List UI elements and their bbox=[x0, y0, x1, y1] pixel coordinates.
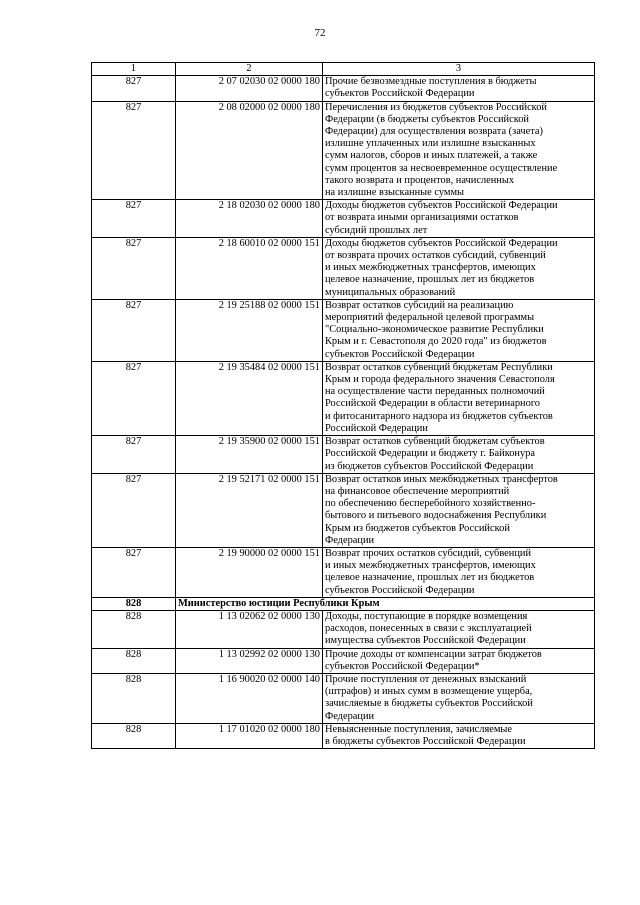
revenue-name-line: субъектов Российской Федерации bbox=[325, 584, 475, 596]
table-row bbox=[92, 473, 595, 547]
revenue-name-line: Доходы бюджетов субъектов Российской Федерации bbox=[325, 200, 558, 212]
page-number: 72 bbox=[314, 27, 326, 39]
table-row bbox=[92, 610, 595, 648]
revenue-name-line: и фитосанитарного надзора из бюджетов субъектов bbox=[325, 410, 553, 422]
revenue-name-line: Федерации bbox=[325, 534, 375, 546]
revenue-name-line: Российской Федерации в области ветеринарного bbox=[325, 398, 540, 410]
column-header-2: 2 bbox=[176, 63, 323, 76]
revenue-name-line: субъектов Российской Федерации bbox=[325, 348, 475, 360]
revenue-name-line: (штрафов) и иных сумм в возмещение ущерба, bbox=[325, 686, 533, 698]
revenue-name-line: Доходы, поступающие в порядке возмещения bbox=[325, 610, 528, 622]
admin-code-cell: 828 bbox=[92, 648, 176, 673]
revenue-name-cell bbox=[323, 648, 595, 673]
revenue-name-line: Возврат остатков субвенций бюджетам Республики bbox=[325, 361, 553, 373]
revenue-name-line: Прочие поступления от денежных взысканий bbox=[325, 673, 527, 685]
revenue-name-cell bbox=[323, 723, 595, 748]
admin-code-cell: 827 bbox=[92, 237, 176, 299]
section-title: Министерство юстиции Республики Крым bbox=[176, 597, 595, 610]
admin-code-cell: 827 bbox=[92, 547, 176, 597]
revenue-name-cell bbox=[323, 473, 595, 547]
budget-code-cell: 2 19 35484 02 0000 151 bbox=[176, 361, 323, 435]
admin-code-cell: 827 bbox=[92, 361, 176, 435]
revenue-name-cell bbox=[323, 299, 595, 361]
budget-code-cell: 1 16 90020 02 0000 140 bbox=[176, 673, 323, 723]
table-row bbox=[92, 200, 595, 238]
revenue-name-line: и иных межбюджетных трансфертов, имеющих bbox=[325, 560, 536, 572]
budget-code-cell: 2 18 02030 02 0000 180 bbox=[176, 200, 323, 238]
budget-code-cell: 2 19 35900 02 0000 151 bbox=[176, 436, 323, 474]
revenue-name-line: расходов, понесенных в связи с эксплуатацией bbox=[325, 623, 532, 635]
revenue-name-line: сумм процентов за несвоевременное осуществление bbox=[325, 162, 558, 174]
revenue-name-line: целевое назначение, прошлых лет из бюджетов bbox=[325, 274, 535, 286]
table-row bbox=[92, 547, 595, 597]
revenue-name-line: Федерации) для осуществления возврата (зачета) bbox=[325, 126, 543, 138]
revenue-name-cell bbox=[323, 76, 595, 101]
revenue-name-cell bbox=[323, 436, 595, 474]
revenue-name-line: бытового и питьевого водоснабжения Республики bbox=[325, 510, 547, 522]
admin-code-cell: 827 bbox=[92, 200, 176, 238]
revenue-name-line: Возврат остатков субсидий на реализацию bbox=[325, 299, 514, 311]
revenue-name-cell bbox=[323, 200, 595, 238]
revenue-name-cell bbox=[323, 361, 595, 435]
revenue-name-line: на излишне взысканные суммы bbox=[325, 187, 465, 199]
revenue-name-cell bbox=[323, 101, 595, 200]
revenue-name-line: на финансовое обеспечение мероприятий bbox=[325, 485, 510, 497]
table-row bbox=[92, 648, 595, 673]
revenue-name-cell bbox=[323, 237, 595, 299]
admin-code-cell: 827 bbox=[92, 76, 176, 101]
revenue-name-cell bbox=[323, 610, 595, 648]
table-row bbox=[92, 76, 595, 101]
revenue-name-line: Прочие безвозмездные поступления в бюджеты bbox=[325, 76, 537, 88]
revenue-name-line: Возврат остатков иных межбюджетных трансфертов bbox=[325, 473, 558, 485]
table-row bbox=[92, 723, 595, 748]
revenue-name-line: имущества субъектов Российской Федерации bbox=[325, 635, 526, 647]
revenue-name-line: и иных межбюджетных трансфертов, имеющих bbox=[325, 262, 536, 274]
admin-code-cell: 828 bbox=[92, 673, 176, 723]
table-row bbox=[92, 237, 595, 299]
budget-code-cell: 2 18 60010 02 0000 151 bbox=[176, 237, 323, 299]
table-row bbox=[92, 361, 595, 435]
revenue-name-line: Возврат остатков субвенций бюджетам субъектов bbox=[325, 436, 545, 448]
budget-code-cell: 2 19 52171 02 0000 151 bbox=[176, 473, 323, 547]
revenue-name-line: субъектов Российской Федерации* bbox=[325, 660, 480, 672]
revenue-name-line: сумм налогов, сборов и иных платежей, а также bbox=[325, 150, 538, 162]
revenue-name-line: Российской Федерации и бюджету г. Байконура bbox=[325, 448, 535, 460]
revenue-name-line: излишне уплаченных или излишне взысканных bbox=[325, 138, 536, 150]
admin-code-cell: 827 bbox=[92, 299, 176, 361]
admin-code-cell: 827 bbox=[92, 473, 176, 547]
revenue-name-line: Невыясненные поступления, зачисляемые bbox=[325, 723, 513, 735]
revenue-name-line: муниципальных образований bbox=[325, 286, 456, 298]
revenue-name-cell bbox=[323, 673, 595, 723]
revenue-name-line: Возврат прочих остатков субсидий, субвенций bbox=[325, 547, 532, 559]
revenue-name-line: субсидий прошлых лет bbox=[325, 224, 428, 236]
table-row bbox=[92, 299, 595, 361]
revenue-name-line: на осуществление части переданных полномочий bbox=[325, 386, 545, 398]
column-header-1: 1 bbox=[92, 63, 176, 76]
revenue-name-line: в бюджеты субъектов Российской Федерации bbox=[325, 735, 526, 747]
budget-code-cell: 2 19 25188 02 0000 151 bbox=[176, 299, 323, 361]
table-row bbox=[92, 673, 595, 723]
budget-code-cell: 2 07 02030 02 0000 180 bbox=[176, 76, 323, 101]
revenue-codes-table bbox=[91, 62, 595, 749]
revenue-name-line: Федерации bbox=[325, 710, 375, 722]
table-row bbox=[92, 101, 595, 200]
table-header-row bbox=[92, 63, 595, 76]
revenue-name-line: Крым из бюджетов субъектов Российской bbox=[325, 522, 510, 534]
budget-code-cell: 1 13 02992 02 0000 130 bbox=[176, 648, 323, 673]
revenue-name-line: Доходы бюджетов субъектов Российской Федерации bbox=[325, 237, 558, 249]
revenue-name-line: "Социально-экономическое развитие Республики bbox=[325, 324, 544, 336]
admin-code-cell: 827 bbox=[92, 101, 176, 200]
budget-code-cell: 1 13 02062 02 0000 130 bbox=[176, 610, 323, 648]
section-admin-code: 828 bbox=[92, 597, 176, 610]
revenue-name-line: зачисляемые в бюджеты субъектов Российской bbox=[325, 698, 533, 710]
revenue-name-line: целевое назначение, прошлых лет из бюджетов bbox=[325, 572, 535, 584]
revenue-name-line: субъектов Российской Федерации bbox=[325, 88, 475, 100]
revenue-name-line: Крым и города федерального значения Севастополя bbox=[325, 374, 555, 386]
revenue-name-line: Российской Федерации bbox=[325, 422, 428, 434]
admin-code-cell: 828 bbox=[92, 610, 176, 648]
revenue-name-cell bbox=[323, 547, 595, 597]
revenue-name-line: из бюджетов субъектов Российской Федерации bbox=[325, 460, 534, 472]
budget-code-cell: 2 08 02000 02 0000 180 bbox=[176, 101, 323, 200]
revenue-name-line: такого возврата и процентов, начисленных bbox=[325, 174, 515, 186]
admin-code-cell: 827 bbox=[92, 436, 176, 474]
column-header-3: 3 bbox=[323, 63, 595, 76]
revenue-name-line: Крым и г. Севастополя до 2020 года" из бюджетов bbox=[325, 336, 547, 348]
revenue-name-line: Федерации (в бюджеты субъектов Российской bbox=[325, 113, 529, 125]
revenue-name-line: от возврата иными организациями остатков bbox=[325, 212, 519, 224]
admin-code-cell: 828 bbox=[92, 723, 176, 748]
budget-code-cell: 1 17 01020 02 0000 180 bbox=[176, 723, 323, 748]
revenue-name-line: мероприятий федеральной целевой программы bbox=[325, 312, 535, 324]
revenue-name-line: Перечисления из бюджетов субъектов Российской bbox=[325, 101, 547, 113]
revenue-name-line: по обеспечению бесперебойного хозяйственно- bbox=[325, 498, 536, 510]
revenue-name-line: Прочие доходы от компенсации затрат бюджетов bbox=[325, 648, 542, 660]
revenue-name-line: от возврата прочих остатков субсидий, субвенций bbox=[325, 250, 546, 262]
table-row bbox=[92, 436, 595, 474]
section-row-ministry-justice bbox=[92, 597, 595, 610]
budget-code-cell: 2 19 90000 02 0000 151 bbox=[176, 547, 323, 597]
